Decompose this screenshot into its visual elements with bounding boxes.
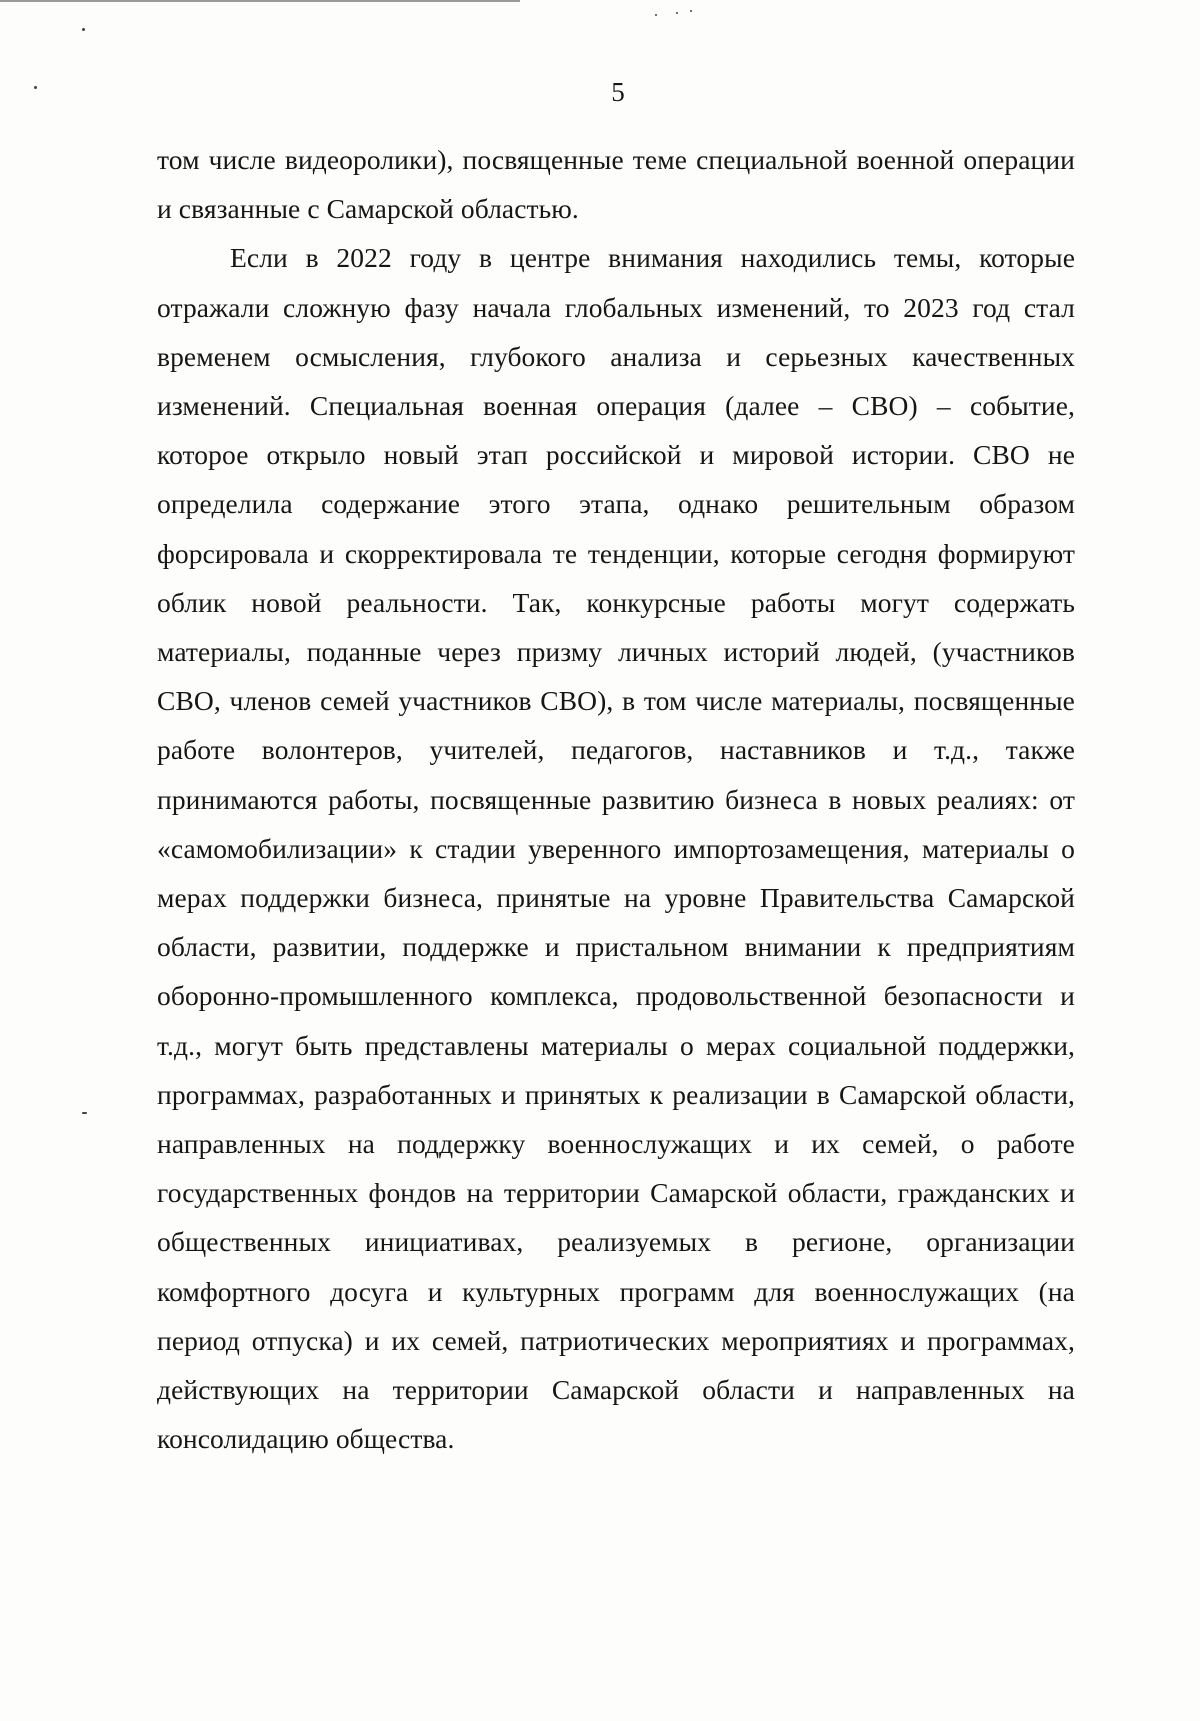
scan-edge-line [0, 0, 520, 2]
document-body [157, 135, 1075, 1463]
scan-speck [655, 14, 657, 16]
scan-speck [82, 28, 85, 31]
paragraph-continuation: том числе видеоролики), посвященные теме специальной военной операции и связанные с Самарской областью. [157, 144, 1075, 225]
scan-speck [690, 10, 692, 12]
scan-speck [676, 12, 678, 14]
page-number: 5 [611, 77, 625, 107]
scan-speck [82, 1112, 87, 1114]
paragraph-main: Если в 2022 году в центре внимания находились темы, которые отражали сложную фазу начала глобальных изменений, то 2023 год стал временем осмысления, глубокого анализа и серьезных качественных изменений. Специальная военная операция (далее – СВО) – событие, которое открыло новый этап российской и мировой истории. СВО не определила содержание этого этапа, однако решительным образом форсировала и скорректировала те тенденции, которые сегодня формируют облик новой реальности. Так, конкурсные работы могут содержать материалы, поданные через призму личных историй людей, (участников СВО, членов семей участников СВО), в том числе материалы, посвященные работе волонтеров, учителей, педагогов, наставников и т.д., также принимаются работы, посвященные развитию бизнеса в новых реалиях: от «самомобилизации» к стадии уверенного импортозамещения, материалы о мерах поддержки бизнеса, принятые на уровне Правительства Самарской области, развитии, поддержке и пристальном внимании к предприятиям оборонно-промышленного комплекса, продовольственной безопасности и т.д., могут быть представлены материалы о мерах социальной поддержки, программах, разработанных и принятых к реализации в Самарской области, направленных на поддержку военнослужащих и их семей, о работе государственных фондов на территории Самарской области, гражданских и общественных инициативах, реализуемых в регионе, организации комфортного досуга и культурных программ для военнослужащих (на период отпуска) и их семей, патриотических мероприятиях и программах, действующих на территории Самарской области и направленных на консолидацию общества. [157, 242, 1075, 1455]
